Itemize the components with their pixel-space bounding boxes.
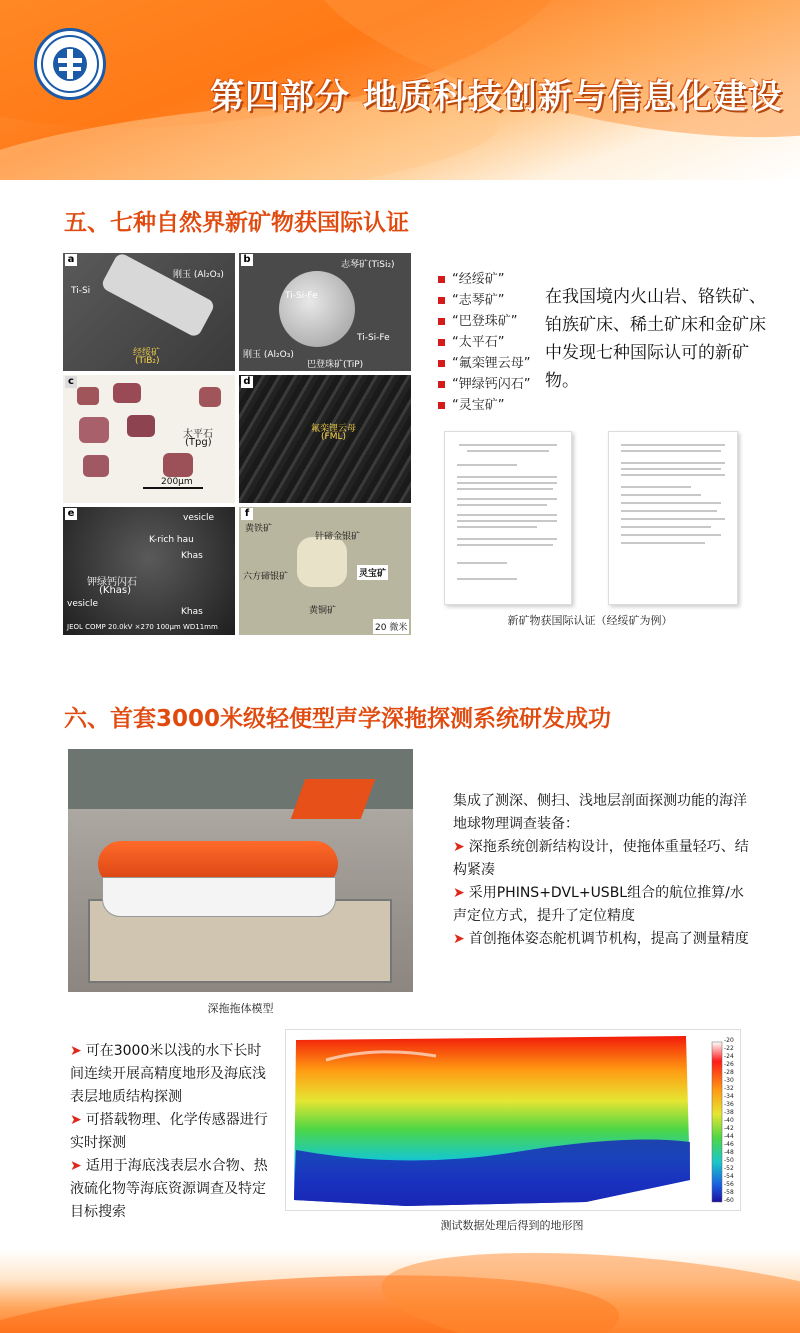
- colorbar-tick-label: -58: [724, 1189, 734, 1196]
- doc-line: [457, 578, 517, 580]
- certification-document: [444, 431, 572, 605]
- label: 经绥矿: [133, 348, 161, 358]
- label: 黄铜矿: [309, 606, 337, 616]
- capability-item: [70, 1040, 270, 1109]
- panel-letter: b: [241, 254, 253, 266]
- terrain-graphic: [286, 1030, 740, 1210]
- footer-band: [0, 1250, 800, 1333]
- colorbar-tick-label: -46: [724, 1141, 734, 1148]
- label: vesicle: [67, 599, 99, 609]
- label: vesicle: [183, 513, 215, 523]
- list-item: “经绥矿”: [438, 269, 548, 290]
- feature-list: [453, 836, 753, 951]
- colorbar-tick-label: -54: [724, 1173, 734, 1180]
- decor-swoosh: [376, 1250, 800, 1333]
- doc-line: [457, 498, 557, 500]
- colorbar-tick-label: -32: [724, 1085, 734, 1092]
- label: (TiB₂): [135, 356, 160, 366]
- doc-line: [621, 468, 721, 470]
- model-caption: 深拖拖体模型: [207, 1002, 274, 1015]
- label: 灵宝矿: [357, 565, 388, 580]
- panel-letter: a: [65, 254, 77, 266]
- colorbar-tick-label: -60: [724, 1197, 734, 1204]
- colorbar-tick-label: -20: [724, 1037, 734, 1044]
- label: 20 微米: [373, 619, 409, 634]
- colorbar-tick-label: -44: [724, 1133, 734, 1140]
- grain-shape: [163, 453, 193, 477]
- label: 黄铁矿: [245, 524, 273, 534]
- doc-line: [459, 444, 557, 446]
- doc-line: [457, 520, 557, 522]
- capability-text: 可搭载物理、化学传感器进行实时探测: [70, 1112, 268, 1151]
- colorbar-tick-label: -38: [724, 1109, 734, 1116]
- capability-text: 适用于海底浅表层水合物、热液硫化物等海底资源调查及特定目标搜索: [70, 1158, 268, 1220]
- deep-tow-model-photo: [68, 749, 413, 992]
- doc-line: [621, 444, 725, 446]
- panel-letter: e: [65, 508, 77, 520]
- doc-line: [457, 482, 557, 484]
- doc-line: [457, 504, 547, 506]
- doc-line: [457, 544, 553, 546]
- label: 200μm: [161, 477, 193, 487]
- doc-line: [457, 562, 507, 564]
- grain-shape: [77, 387, 99, 405]
- label: 太平石: [183, 429, 213, 440]
- colorbar-tick-label: -28: [724, 1069, 734, 1076]
- list-item: “氟栾锂云母”: [438, 353, 548, 374]
- grain-shape: [113, 383, 141, 403]
- doc-line: [457, 464, 517, 466]
- grain-shape: [127, 415, 155, 437]
- doc-line: [457, 514, 557, 516]
- feature-item: [453, 882, 753, 928]
- panel-a: [63, 253, 235, 371]
- tow-fin: [291, 779, 376, 819]
- doc-line: [621, 486, 691, 488]
- label: Ti-Si-Fe: [285, 291, 318, 301]
- arrow-icon: ➤: [70, 1043, 82, 1059]
- list-item: “太平石”: [438, 332, 548, 353]
- grain-shape: [79, 417, 109, 443]
- feature-item: [453, 928, 753, 951]
- colorbar-tick-label: -42: [724, 1125, 734, 1132]
- capability-item: [70, 1109, 270, 1155]
- arrow-icon: ➤: [453, 839, 465, 855]
- doc-line: [621, 450, 721, 452]
- colorbar-tick-label: -24: [724, 1053, 734, 1060]
- colorbar-tick-label: -56: [724, 1181, 734, 1188]
- colorbar-tick-label: -40: [724, 1117, 734, 1124]
- capability-list: [70, 1040, 270, 1224]
- tow-body-bottom: [102, 877, 336, 917]
- label: 志琴矿(TiSi₂): [341, 260, 395, 270]
- panel-letter: d: [241, 376, 253, 388]
- colorbar-tick-label: -36: [724, 1101, 734, 1108]
- arrow-icon: ➤: [453, 931, 465, 947]
- page-title: 第四部分 地质科技创新与信息化建设: [210, 77, 783, 117]
- panel-d: [239, 375, 411, 503]
- panel-c: [63, 375, 235, 503]
- equipment-intro: 集成了测深、侧扫、浅地层剖面探测功能的海洋地球物理调查装备：: [453, 793, 747, 832]
- label: Ti-Si: [71, 286, 91, 296]
- colorbar-tick-label: -48: [724, 1149, 734, 1156]
- doc-line: [621, 518, 725, 520]
- section-6-title: 六、首套3000米级轻便型声学深拖探测系统研发成功: [64, 706, 612, 732]
- doc-line: [457, 526, 537, 528]
- label: Khas: [181, 551, 203, 561]
- list-item: “志琴矿”: [438, 290, 548, 311]
- feature-text: 首创拖体姿态舵机调节机构，提高了测量精度: [468, 931, 749, 947]
- label: (Khas): [99, 585, 132, 596]
- label: K-rich hau: [149, 535, 194, 545]
- colorbar-ticks: [724, 1038, 740, 1206]
- scale-bar: [143, 487, 203, 489]
- bathymetry-map: [285, 1029, 741, 1211]
- label: 氟栾锂云母: [311, 424, 357, 434]
- label: JEOL COMP 20.0kV ×270 100μm WD11mm: [67, 623, 218, 631]
- label: Khas: [181, 607, 203, 617]
- label: 刚玉 (Al₂O₃): [173, 270, 224, 280]
- panel-b: [239, 253, 411, 371]
- map-caption: 测试数据处理后得到的地形图: [440, 1219, 584, 1232]
- section-5-description: 在我国境内火山岩、铬铁矿、铂族矿床、稀土矿床和金矿床中发现七种国际认可的新矿物。: [545, 287, 766, 391]
- doc-line: [457, 538, 557, 540]
- certification-document: [608, 431, 738, 605]
- doc-line: [621, 542, 705, 544]
- colorbar-tick-label: -30: [724, 1077, 734, 1084]
- colorbar: [712, 1042, 722, 1202]
- mineral-list: [438, 269, 548, 416]
- globe-icon: [37, 31, 103, 97]
- feature-item: [453, 836, 753, 882]
- colorbar-tick-label: -52: [724, 1165, 734, 1172]
- feature-text: 采用PHINS+DVL+USBL组合的航位推算/水声定位方式，提升了定位精度: [453, 885, 744, 924]
- panel-letter: c: [65, 376, 77, 388]
- label: (FML): [321, 432, 346, 442]
- doc-line: [621, 462, 725, 464]
- label: 钾绿钙闪石: [87, 577, 137, 588]
- label: 六方碲银矿: [243, 572, 289, 582]
- doc-line: [621, 502, 721, 504]
- label: 刚玉 (Al₂O₃): [243, 350, 294, 360]
- colorbar-tick-label: -22: [724, 1045, 734, 1052]
- doc-line: [621, 534, 721, 536]
- label: 巴登珠矿(TiP): [307, 360, 364, 370]
- label: (Tpg): [185, 437, 212, 448]
- doc-line: [621, 510, 717, 512]
- grain-shape: [297, 537, 347, 587]
- arrow-icon: ➤: [453, 885, 465, 901]
- doc-line: [457, 488, 553, 490]
- doc-line: [467, 450, 549, 452]
- arrow-icon: ➤: [70, 1112, 82, 1128]
- label: 针碲金银矿: [315, 532, 361, 542]
- capability-item: [70, 1155, 270, 1224]
- doc-line: [621, 474, 725, 476]
- document-caption: 新矿物获国际认证（经绥矿为例）: [507, 614, 673, 627]
- capability-text: 可在3000米以浅的水下长时间连续开展高精度地形及海底浅表层地质结构探测: [70, 1043, 266, 1105]
- arrow-icon: ➤: [70, 1158, 82, 1174]
- grain-shape: [100, 253, 216, 338]
- panel-f: [239, 507, 411, 635]
- colorbar-tick-label: -26: [724, 1061, 734, 1068]
- colorbar-tick-label: -50: [724, 1157, 734, 1164]
- feature-text: 深拖系统创新结构设计，使拖体重量轻巧、结构紧凑: [453, 839, 749, 878]
- grain-shape: [279, 271, 355, 347]
- doc-line: [621, 494, 701, 496]
- list-item: “钾绿钙闪石”: [438, 374, 548, 395]
- panel-e: [63, 507, 235, 635]
- grain-shape: [83, 455, 109, 477]
- grain-shape: [199, 387, 221, 407]
- list-item: “灵宝矿”: [438, 395, 548, 416]
- colorbar-tick-label: -34: [724, 1093, 734, 1100]
- doc-line: [621, 526, 711, 528]
- doc-line: [457, 476, 557, 478]
- panel-letter: f: [241, 508, 253, 520]
- section-5-title: 五、七种自然界新矿物获国际认证: [64, 210, 409, 236]
- list-item: “巴登珠矿”: [438, 311, 548, 332]
- label: Ti-Si-Fe: [357, 333, 390, 343]
- logo: [34, 28, 106, 100]
- mineral-photo-grid: [63, 253, 411, 635]
